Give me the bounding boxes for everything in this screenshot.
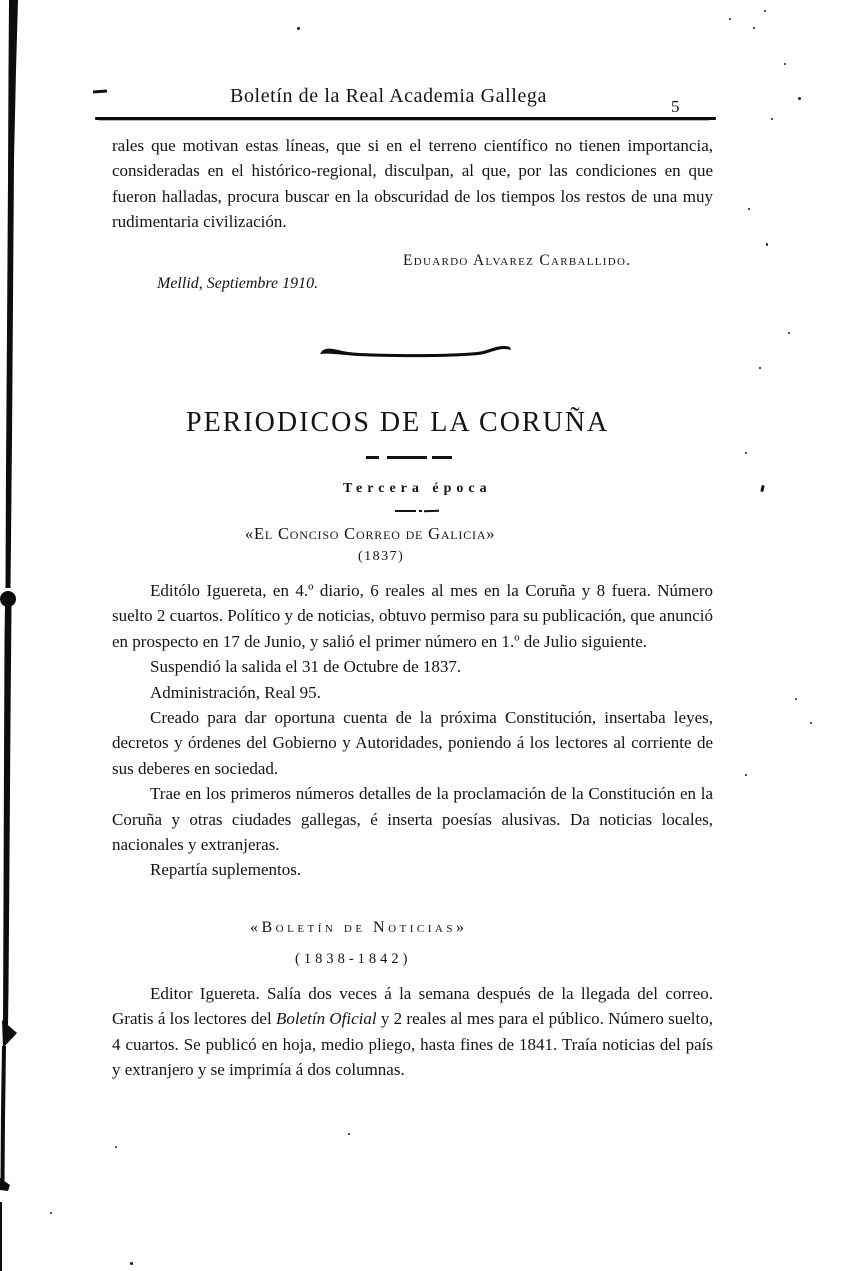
- continuation-paragraph: rales que motivan estas líneas, que si en el terreno científico no tienen importancia, consideradas en el histórico-regional, disculpan, al que, por las condiciones en que fueron halladas, procura buscar en la obscuridad de los tiempos los restos de una muy rudimentaria civilización.: [112, 136, 713, 232]
- section-heading-noticias: «Boletín de Noticias»: [250, 919, 468, 936]
- section-1-body: [112, 578, 713, 883]
- speck: [784, 63, 786, 65]
- stray-comma-mark: [760, 485, 765, 493]
- paragraph: Repartía suplementos.: [150, 860, 302, 880]
- binding-edge-line: [0, 0, 24, 1271]
- epoch-label: Tercera época: [343, 481, 492, 496]
- speck: [795, 698, 797, 700]
- section-years: (1837): [358, 549, 405, 564]
- speck: [810, 722, 812, 724]
- page-number: 5: [671, 97, 680, 116]
- paragraph: Administración, Real 95.: [150, 682, 321, 702]
- epoch-divider-dash: [424, 510, 439, 513]
- speck: [130, 1262, 133, 1265]
- dateline: Mellid, Septiembre 1910.: [157, 275, 319, 292]
- speck: [759, 367, 761, 369]
- tailpiece-flourish-icon: [318, 341, 514, 361]
- speck: [788, 332, 790, 334]
- author-signature: Eduardo Alvarez Carballido.: [403, 252, 632, 269]
- section-2-body: [112, 981, 713, 1083]
- section-heading-conciso: «El Conciso Correo de Galicia»: [245, 524, 496, 543]
- speck: [766, 243, 768, 246]
- title-divider-dash: [366, 456, 379, 459]
- paragraph: Suspendió la salida el 31 de Octubre de 1837.: [150, 657, 462, 677]
- paragraph: Trae en los primeros números detalles de la proclamación de la Constitución en la Coruña y otras ciudades gallegas, é inserta poesías alusivas. Da noticias locales, nacionales y extranjeras.: [112, 784, 713, 855]
- continuation-paragraph-block: [112, 133, 713, 235]
- speck: [297, 27, 300, 30]
- paragraph: [112, 981, 713, 1083]
- speck: [745, 774, 747, 776]
- article-title: PERIODICOS DE LA CORUÑA: [186, 407, 610, 438]
- paragraph: Creado para dar oportuna cuenta de la próxima Constitución, insertaba leyes, decretos y órdenes del Gobierno y Autoridades, poniendo á los lectores al corriente de sus deberes en sociedad.: [112, 708, 713, 778]
- paragraph-text: Editor Iguereta. Salía dos veces á la semana después de la llegada del correo. Gratis á los lectores del: [112, 984, 713, 1029]
- margin-pen-mark: [93, 90, 107, 94]
- speck: [764, 10, 766, 12]
- paragraph: Editólo Iguereta, en 4.º diario, 6 reales al mes en la Coruña y 8 fuera. Número suelto 2 cuartos. Político y de noticias, obtuvo permiso para su publicación, que anunció en prospecto en 17 de Junio, y salió el primer número en 1.º de Julio siguiente.: [112, 581, 713, 651]
- epoch-divider-dash: [395, 510, 416, 512]
- speck: [798, 97, 801, 100]
- speck: [729, 18, 731, 20]
- cited-title: Boletín Oficial: [275, 1009, 377, 1029]
- speck: [753, 27, 755, 29]
- speck: [115, 1146, 117, 1148]
- speck: [748, 208, 750, 210]
- speck: [348, 1133, 350, 1135]
- title-divider-dash: [387, 456, 427, 459]
- section-years: (1838-1842): [295, 951, 412, 967]
- epoch-divider-dot: [419, 510, 422, 512]
- speck: [50, 1212, 52, 1214]
- header-rule: [95, 117, 716, 120]
- speck: [771, 118, 773, 120]
- running-header-title: Boletín de la Real Academia Gallega: [230, 85, 547, 107]
- title-divider-dash: [432, 456, 452, 459]
- speck: [745, 452, 747, 454]
- paragraph-text: y 2 reales al mes para el público. Número suelto, 4 cuartos. Se publicó en hoja, medio pliego, hasta fines de 1841. Traía noticias del país y extranjero y se imprimía á dos columnas.: [112, 1009, 713, 1080]
